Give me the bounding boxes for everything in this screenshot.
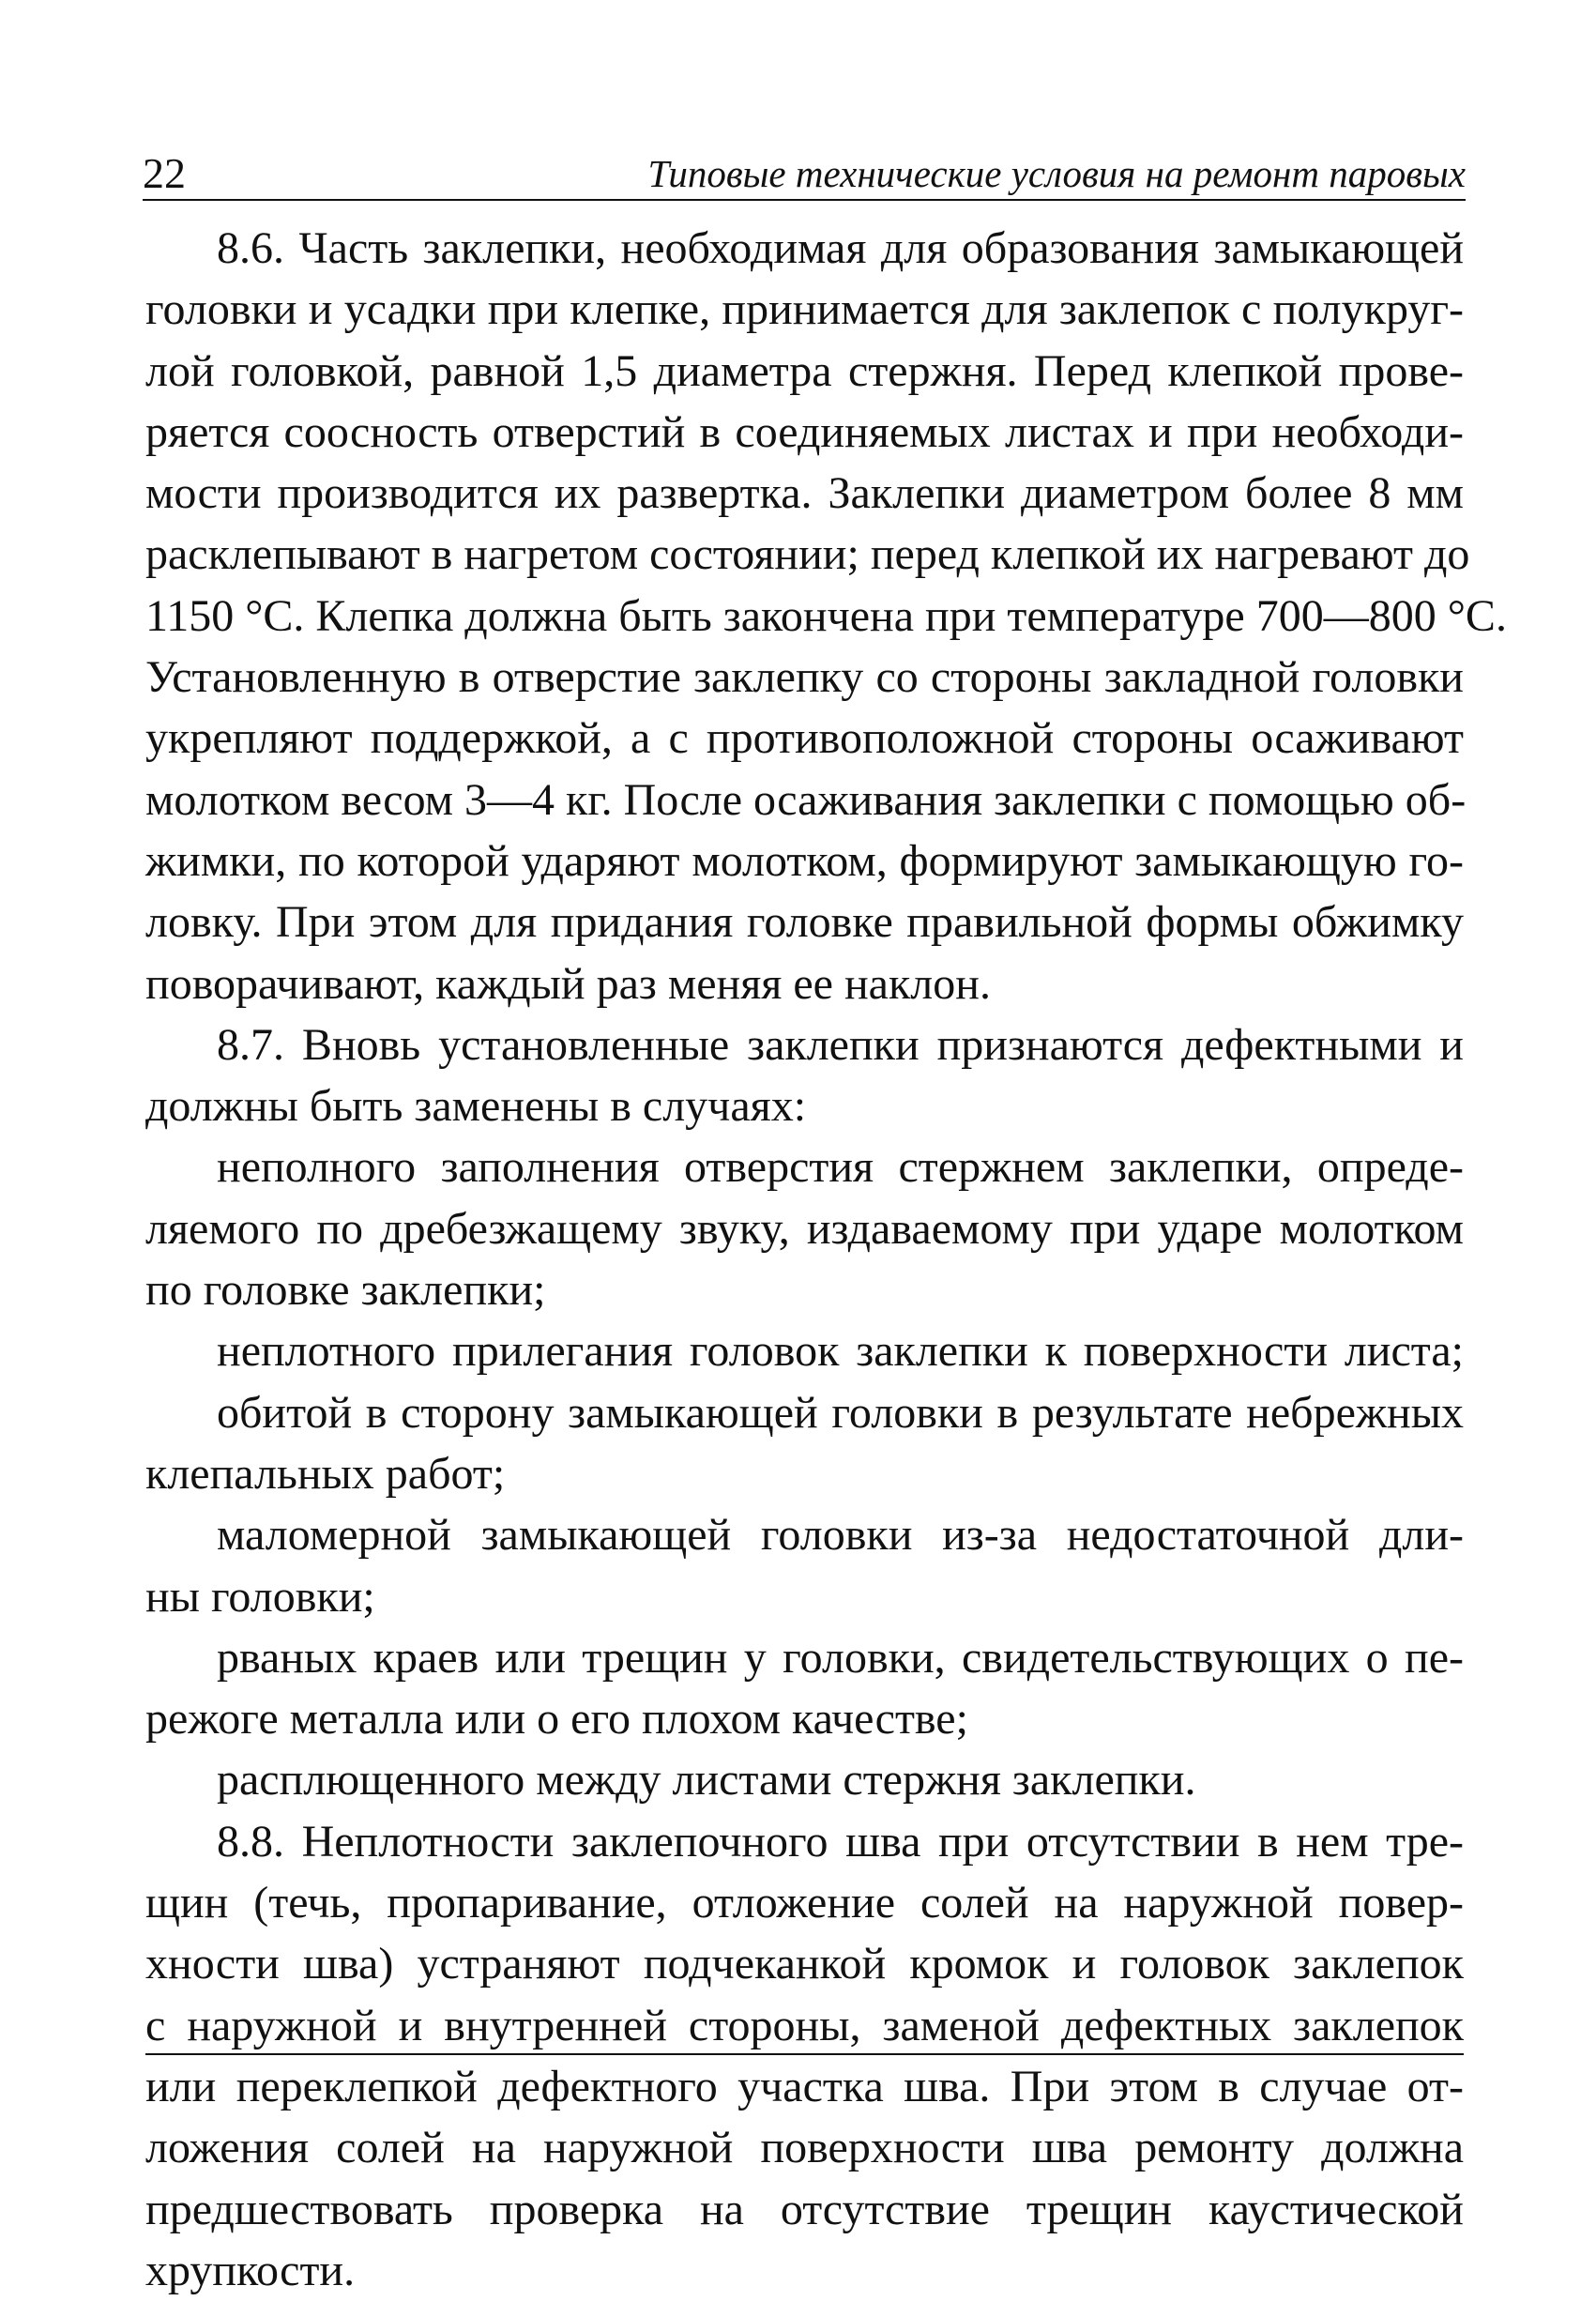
text-line: расклепывают в нагретом состоянии; перед клепкой их нагревают до [145,529,1470,580]
running-title: Типовые технические условия на ремонт паровых [647,152,1466,195]
text-line: головки и усадки при клепке, принимается для заклепок с полукруг- [145,284,1464,335]
text-line: жимки, по которой ударяют молотком, формируют замыкающую го- [145,835,1464,886]
text-line: рваных краев или трещин у головки, свидетельствующих о пе- [217,1632,1464,1683]
list-item-undersized-head [145,1504,1464,1627]
list-item-incomplete-fill [145,1136,1464,1320]
text-line: 8.8. Неплотности заклепочного шва при отсутствии в нем тре- [217,1816,1464,1867]
text-line: щин (течь, пропаривание, отложение солей на наружной повер- [145,1878,1464,1928]
text-line: 1150 °C. Клепка должна быть закончена при температуре 700—800 °C. [145,590,1507,641]
text-line: хрупкости. [145,2245,356,2295]
text-line: неполного заполнения отверстия стержнем заклепки, опреде- [217,1142,1464,1193]
text-line: с наружной и внутренней стороны, заменой дефектных заклепок [145,2000,1464,2050]
text-line: укрепляют поддержкой, а с противоположной стороны осаживают [145,713,1464,764]
text-line: ны головки; [145,1571,375,1622]
paragraph-8-7 [145,1014,1464,1137]
list-item-struck-head [145,1382,1464,1505]
running-header [143,141,1466,201]
page-number: 22 [143,149,186,197]
body-text [145,218,1507,2301]
list-item-torn-edges [145,1627,1464,1750]
text-line: маломерной замыкающей головки из-за недостаточной дли- [217,1510,1464,1561]
list-item-flattened-shank [145,1749,1464,1810]
text-line: Установленную в отверстие заклепку со стороны закладной головки [145,652,1464,703]
text-line: обитой в сторону замыкающей головки в результате небрежных [217,1387,1464,1438]
text-line: ловку. При этом для придания головке правильной формы обжимку [145,897,1464,948]
text-line: хности шва) устраняют подчеканкой кромок и головок заклепок [145,1939,1464,1989]
text-line: молотком весом 3—4 кг. После осаживания заклепки с помощью об- [145,774,1467,825]
text-line: ляемого по дребезжащему звуку, издаваемому при ударе молотком [145,1203,1464,1254]
text-line: неплотного прилегания головок заклепки к поверхности листа; [217,1326,1464,1377]
bottom-divider [145,2053,1464,2055]
text-line: лой головкой, равной 1,5 диаметра стержня. Перед клепкой прове- [145,345,1464,396]
text-line: или переклепкой дефектного участка шва. При этом в случае от- [145,2061,1464,2111]
list-item-loose-fit [145,1320,1464,1381]
text-line: поворачивают, каждый раз меняя ее наклон. [145,958,991,1009]
paragraph-8-6 [145,218,1507,1014]
text-line: расплющенного между листами стержня заклепки. [217,1755,1196,1806]
text-line: ложения солей на наружной поверхности шва ремонту должна [145,2123,1464,2173]
text-line: предшествовать проверка на отсутствие трещин каустической [145,2184,1464,2234]
text-line: должны быть заменены в случаях: [145,1081,807,1132]
text-line: 8.7. Вновь установленные заклепки признаются дефектными и [217,1019,1464,1070]
text-line: ряется соосность отверстий в соединяемых листах и при необходи- [145,406,1464,457]
text-line: по головке заклепки; [145,1265,546,1316]
text-line: режоге металла или о его плохом качестве; [145,1694,968,1745]
text-line: клепальных работ; [145,1448,506,1499]
paragraph-8-8 [145,1811,1464,2301]
text-line: мости производится их развертка. Заклепки диаметром более 8 мм [145,468,1464,519]
text-line: 8.6. Часть заклепки, необходимая для образования замыкающей [217,223,1464,273]
